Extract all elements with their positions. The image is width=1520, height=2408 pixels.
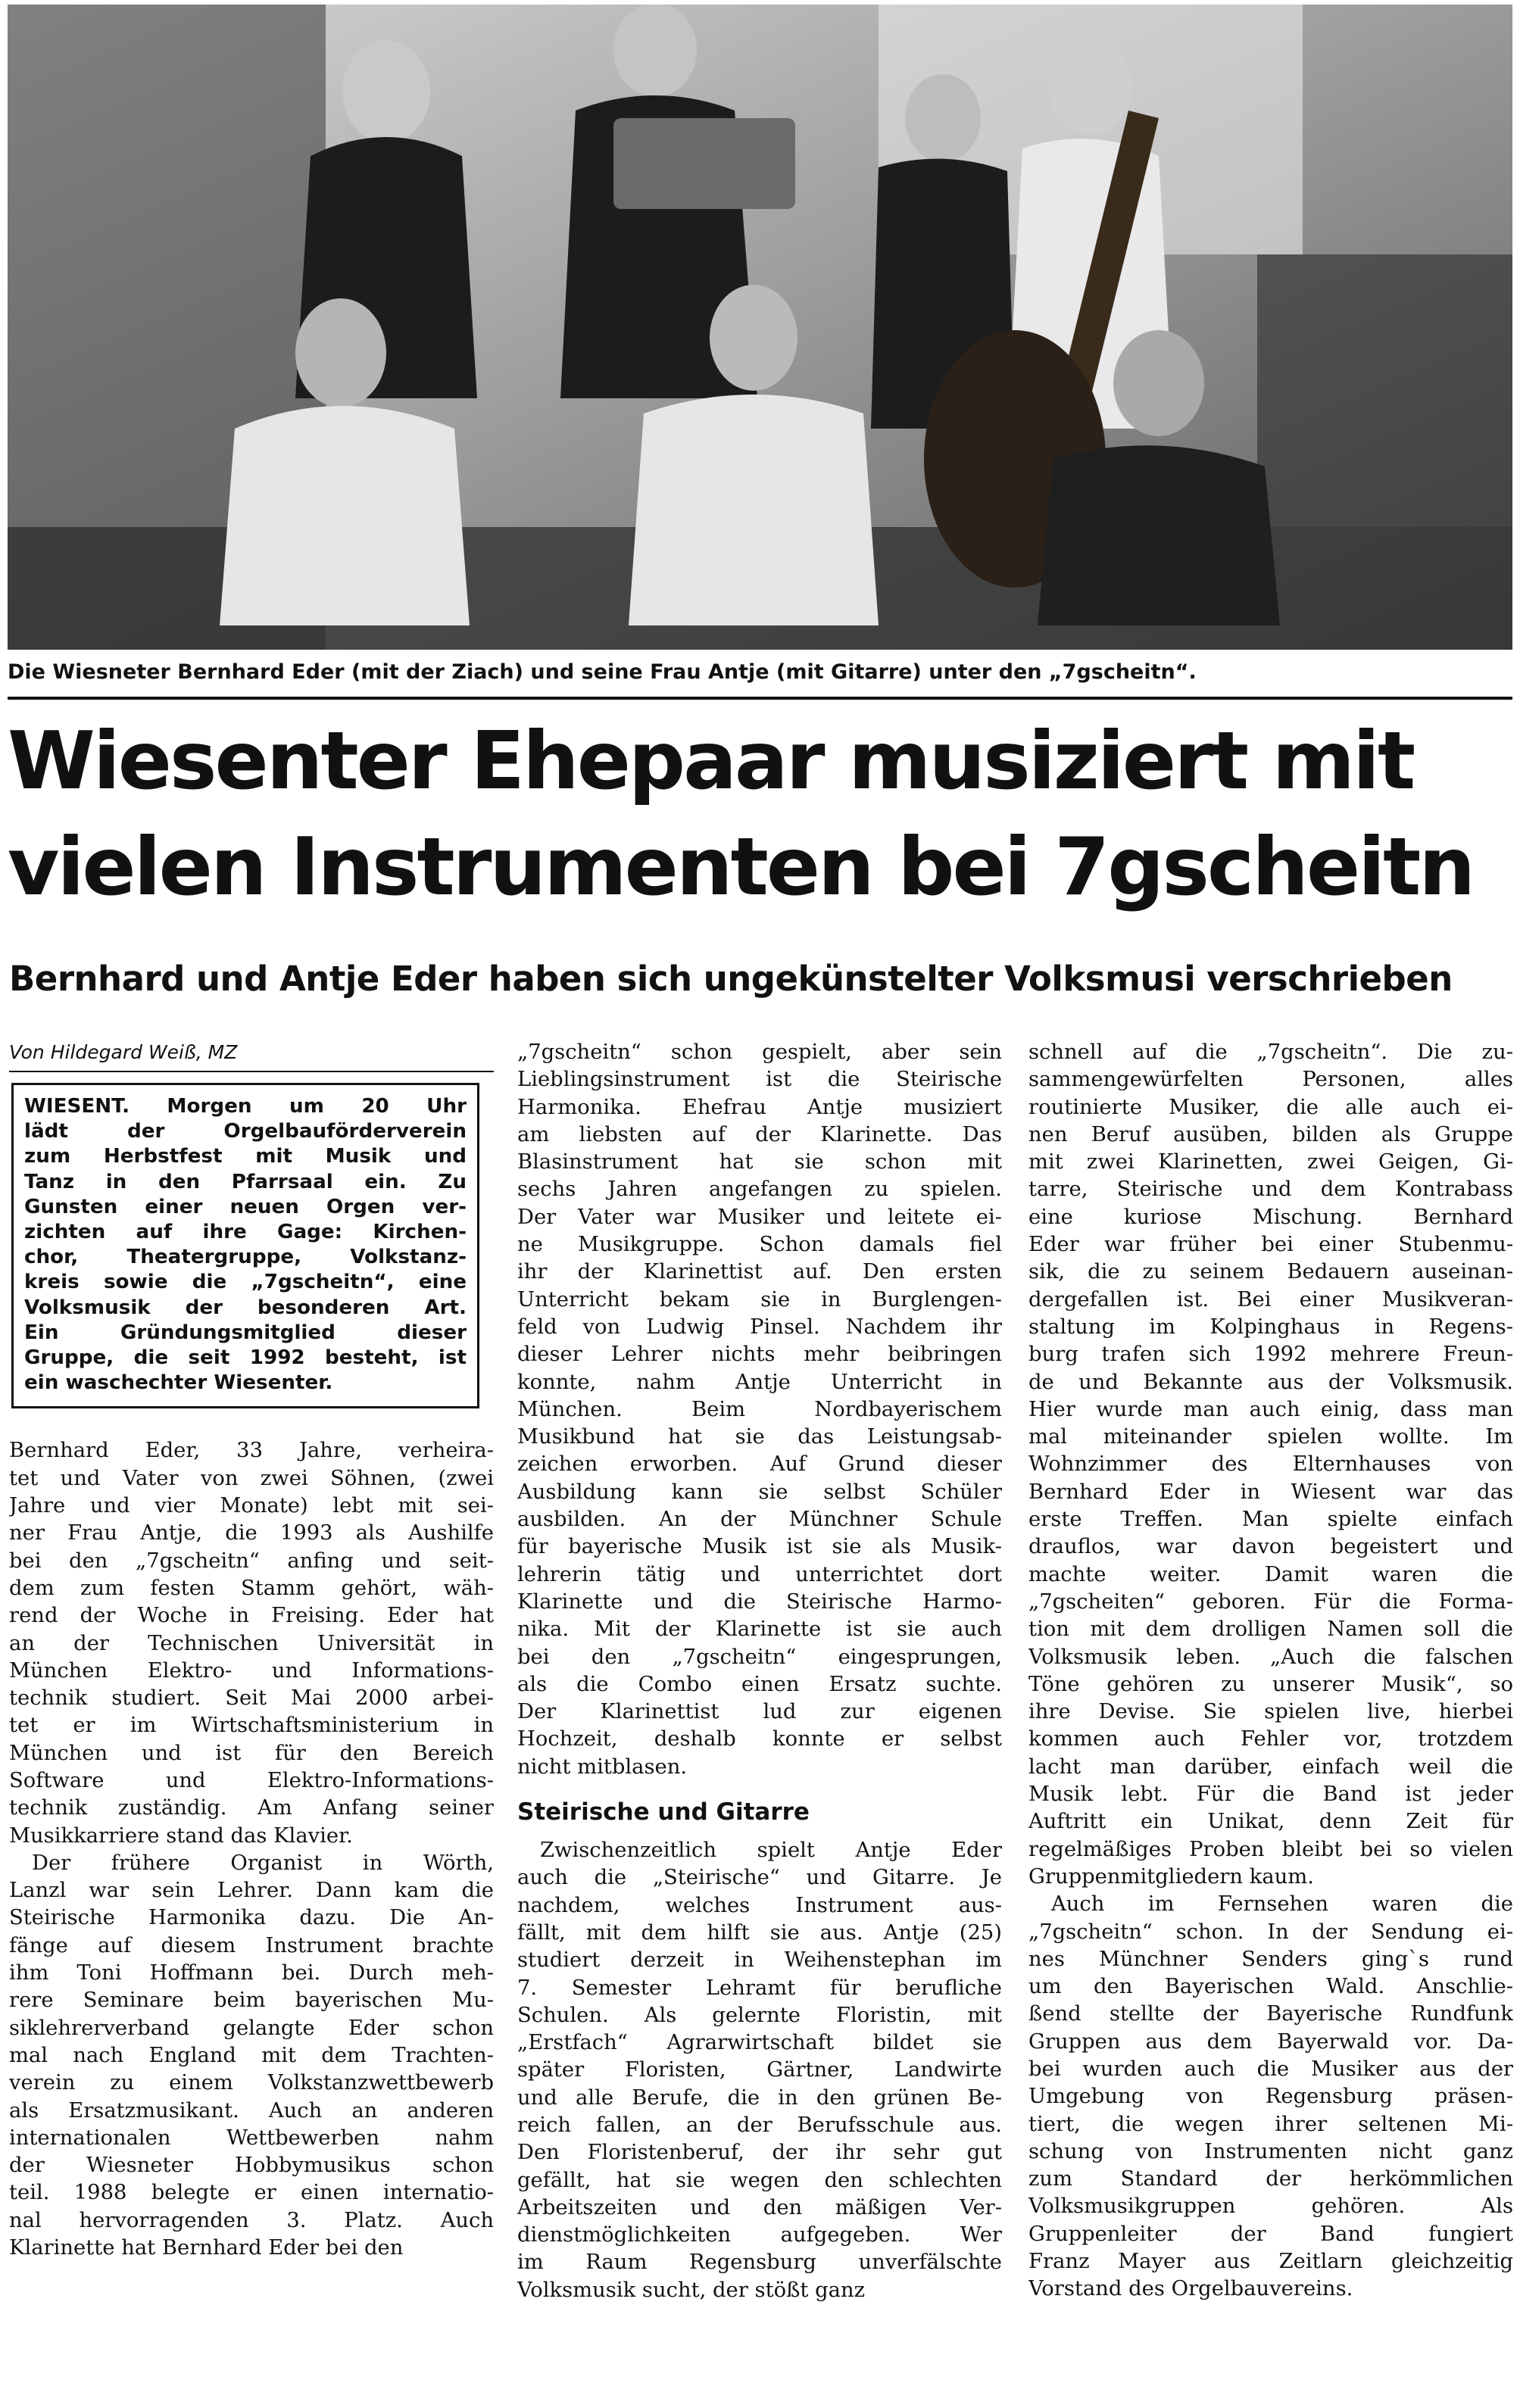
text-line: Gruppenmitgliedern kaum. bbox=[1028, 1864, 1314, 1889]
text-line: als Ersatzmusikant. Auch an anderen bbox=[9, 2098, 494, 2123]
text-line: „Erstfach“ Agrarwirtschaft bildet sie bbox=[517, 2031, 1002, 2055]
text-line: Zwischenzeitlich spielt Antje Eder bbox=[540, 1839, 1002, 1863]
text-line: mal miteinander spielen wollte. Im bbox=[1028, 1425, 1513, 1449]
column-2-body-continued bbox=[517, 1837, 1002, 2304]
text-line: sammengewürfelten Personen, alles bbox=[1028, 1068, 1513, 1092]
text-line: „7gscheitn“ schon. In der Sendung ei- bbox=[1028, 1920, 1513, 1944]
text-line: Musikkarriere stand das Klavier. bbox=[9, 1823, 353, 1848]
text-line: technik zuständig. Am Anfang seiner bbox=[9, 1796, 494, 1820]
headline-line-1: Wiesenter Ehepaar musiziert mit bbox=[8, 715, 1414, 807]
text-line: ihr der Klarinettist auf. Den ersten bbox=[517, 1260, 1002, 1284]
text-line: rend der Woche in Freising. Eder hat bbox=[9, 1604, 494, 1628]
text-line: Volksmusik der besonderen Art. bbox=[24, 1296, 467, 1319]
text-line: fänge auf diesem Instrument brachte bbox=[9, 1933, 494, 1957]
text-line: tet und Vater von zwei Söhnen, (zwei bbox=[9, 1466, 494, 1490]
text-line: siklehrerverband gelangte Eder schon bbox=[9, 2016, 494, 2040]
text-line: Bernhard Eder in Wiesent war das bbox=[1028, 1480, 1513, 1504]
text-line: dieser Lehrer nichts mehr beibringen bbox=[517, 1343, 1002, 1367]
text-line: als die Combo einen Ersatz suchte. bbox=[517, 1672, 1002, 1696]
text-line: regelmäßiges Proben bleibt bei so vielen bbox=[1028, 1837, 1513, 1861]
text-line: zum Herbstfest mit Musik und bbox=[24, 1145, 467, 1168]
text-line: tiert, die wegen ihrer seltenen Mi- bbox=[1028, 2112, 1513, 2136]
text-line: Auch im Fernsehen waren die bbox=[1051, 1892, 1513, 1917]
text-line: de und Bekannte aus der Volksmusik. bbox=[1028, 1370, 1513, 1394]
text-line: routinierte Musiker, die alle auch ei- bbox=[1028, 1095, 1513, 1119]
text-line: konnte, nahm Antje Unterricht in bbox=[517, 1370, 1002, 1394]
text-line: schung von Instrumenten nicht ganz bbox=[1028, 2139, 1513, 2163]
text-line: München und ist für den Bereich bbox=[9, 1741, 494, 1765]
text-line: mit zwei Klarinetten, zwei Geigen, Gi- bbox=[1028, 1150, 1513, 1174]
text-line: später Floristen, Gärtner, Landwirte bbox=[517, 2058, 1002, 2082]
text-line: im Raum Regensburg unverfälschte bbox=[517, 2250, 1002, 2275]
text-line: Töne gehören zu unserer Musik“, so bbox=[1028, 1672, 1513, 1696]
text-line: Gruppen aus dem Bayerwald vor. Da- bbox=[1028, 2029, 1513, 2054]
text-line: eine kuriose Mischung. Bernhard bbox=[1028, 1205, 1513, 1229]
text-line: „7gscheitn“ schon gespielt, aber sein bbox=[517, 1040, 1002, 1064]
column-2 bbox=[517, 1039, 1002, 2304]
text-line: Umgebung von Regensburg präsen- bbox=[1028, 2085, 1513, 2109]
text-line: Hochzeit, deshalb konnte er selbst bbox=[517, 1727, 1002, 1751]
headline bbox=[8, 708, 1515, 920]
text-line: nen Beruf ausüben, bilden als Gruppe bbox=[1028, 1122, 1513, 1146]
text-line: tet er im Wirtschaftsministerium in bbox=[9, 1714, 494, 1738]
text-line: reich fallen, an der Berufsschule aus. bbox=[517, 2113, 1002, 2137]
text-line: WIESENT. Morgen um 20 Uhr bbox=[24, 1095, 467, 1118]
text-line: nika. Mit der Klarinette ist sie auch bbox=[517, 1617, 1002, 1642]
text-line: burg trafen sich 1992 mehrere Freun- bbox=[1028, 1343, 1513, 1367]
text-line: lacht man darüber, einfach weil die bbox=[1028, 1755, 1513, 1779]
text-line: teil. 1988 belegte er einen internatio- bbox=[9, 2181, 494, 2205]
text-line: lädt der Orgelbauförderverein bbox=[24, 1120, 467, 1143]
text-line: ßend stellte der Bayerische Rundfunk bbox=[1028, 2002, 1513, 2026]
text-line: ne Musikgruppe. Schon damals fiel bbox=[517, 1233, 1002, 1257]
text-line: Vorstand des Orgelbauvereins. bbox=[1028, 2277, 1353, 2301]
text-line: Wohnzimmer des Elternhauses von bbox=[1028, 1452, 1513, 1477]
text-line: nes Münchner Senders ging`s rund bbox=[1028, 1947, 1513, 1971]
column-3 bbox=[1028, 1039, 1513, 2304]
text-line: Musikbund hat sie das Leistungsab- bbox=[517, 1425, 1002, 1449]
text-line: dem zum festen Stamm gehört, wäh- bbox=[9, 1576, 494, 1600]
text-line: ein waschechter Wiesenter. bbox=[24, 1371, 333, 1395]
text-line: Eder war früher bei einer Stubenmu- bbox=[1028, 1233, 1513, 1257]
text-line: der Wiesneter Hobbymusikus schon bbox=[9, 2154, 494, 2178]
text-line: für bayerische Musik ist sie als Musik- bbox=[517, 1535, 1002, 1559]
text-line: am liebsten auf der Klarinette. Das bbox=[517, 1122, 1002, 1146]
subheadline: Bernhard und Antje Eder haben sich ungekünstelter Volksmusi verschrieben bbox=[9, 959, 1453, 999]
text-line: bei den „7gscheitn“ anfing und seit- bbox=[9, 1549, 494, 1573]
text-line: sechs Jahren angefangen zu spielen. bbox=[517, 1177, 1002, 1202]
text-line: auch die „Steirische“ und Gitarre. Je bbox=[517, 1866, 1002, 1890]
text-line: staltung im Kolpinghaus in Regens- bbox=[1028, 1315, 1513, 1339]
text-line: München. Beim Nordbayerischem bbox=[517, 1397, 1002, 1421]
text-line: bei wurden auch die Musiker aus der bbox=[1028, 2057, 1513, 2081]
byline: Von Hildegard Weiß, MZ bbox=[9, 1039, 494, 1072]
text-line: an der Technischen Universität in bbox=[9, 1631, 494, 1655]
text-line: lehrerin tätig und unterrichtet dort bbox=[517, 1562, 1002, 1586]
text-line: Lieblingsinstrument ist die Steirische bbox=[517, 1068, 1002, 1092]
text-line: verein zu einem Volkstanzwettbewerb bbox=[9, 2071, 494, 2095]
text-line: Volksmusik leben. „Auch die falschen bbox=[1028, 1645, 1513, 1669]
column-3-body bbox=[1028, 1039, 1513, 2304]
text-line: gefällt, hat sie wegen den schlechten bbox=[517, 2168, 1002, 2192]
text-line: dergefallen ist. Bei einer Musikveran- bbox=[1028, 1287, 1513, 1312]
text-line: Ausbildung kann sie selbst Schüler bbox=[517, 1480, 1002, 1504]
text-line: drauflos, war davon begeistert und bbox=[1028, 1535, 1513, 1559]
text-line: technik studiert. Seit Mai 2000 arbei- bbox=[9, 1686, 494, 1711]
text-line: bei den „7gscheitn“ eingesprungen, bbox=[517, 1645, 1002, 1669]
text-line: zeichen erworben. Auf Grund dieser bbox=[517, 1452, 1002, 1477]
text-line: Volksmusikgruppen gehören. Als bbox=[1028, 2194, 1513, 2219]
text-line: machte weiter. Damit waren die bbox=[1028, 1562, 1513, 1586]
text-line: Unterricht bekam sie in Burglengen- bbox=[517, 1287, 1002, 1312]
text-line: Gunsten einer neuen Orgen ver- bbox=[24, 1195, 467, 1218]
text-line: studiert derzeit in Weihenstephan im bbox=[517, 1948, 1002, 1973]
text-line: Ein Gründungsmitglied dieser bbox=[24, 1321, 467, 1344]
text-line: Harmonika. Ehefrau Antje musiziert bbox=[517, 1095, 1002, 1119]
text-line: Klarinette und die Steirische Harmo- bbox=[517, 1589, 1002, 1614]
text-line: dienstmöglichkeiten aufgegeben. Wer bbox=[517, 2223, 1002, 2247]
photo-image bbox=[8, 5, 1512, 650]
text-line: 7. Semester Lehramt für berufliche bbox=[517, 1976, 1002, 2000]
text-line: kommen auch Fehler vor, trotzdem bbox=[1028, 1727, 1513, 1751]
column-1-body bbox=[9, 1437, 494, 2262]
text-line: Software und Elektro-Informations- bbox=[9, 1769, 494, 1792]
text-line: fällt, mit dem hilft sie aus. Antje (25) bbox=[517, 1920, 1002, 1945]
text-line: zum Standard der herkömmlichen bbox=[1028, 2167, 1513, 2191]
text-line: schnell auf die „7gscheitn“. Die zu- bbox=[1028, 1040, 1513, 1064]
text-line: tarre, Steirische und dem Kontrabass bbox=[1028, 1177, 1513, 1202]
text-line: Musik lebt. Für die Band ist jeder bbox=[1028, 1783, 1513, 1807]
text-line: nachdem, welches Instrument aus- bbox=[517, 1893, 1002, 1917]
text-line: Blasinstrument hat sie schon mit bbox=[517, 1150, 1002, 1174]
text-line: ner Frau Antje, die 1993 als Aushilfe bbox=[9, 1521, 494, 1546]
caption-rule bbox=[8, 697, 1512, 700]
text-line: chor, Theatergruppe, Volkstanz- bbox=[24, 1246, 467, 1269]
column-2-body bbox=[517, 1039, 1002, 1781]
group-photo bbox=[8, 5, 1512, 650]
text-line: zichten auf ihre Gage: Kirchen- bbox=[24, 1221, 467, 1244]
text-line: Arbeitszeiten und den mäßigen Ver- bbox=[517, 2195, 1002, 2219]
text-line: Steirische Harmonika dazu. Die An- bbox=[9, 1906, 494, 1930]
text-line: Auftritt ein Unikat, denn Zeit für bbox=[1028, 1810, 1513, 1834]
photo-caption: Die Wiesneter Bernhard Eder (mit der Ziach) und seine Frau Antje (mit Gitarre) unter den „7gscheitn“. bbox=[8, 660, 1197, 684]
text-line: nicht mitblasen. bbox=[517, 1755, 688, 1779]
text-line: Der frühere Organist in Wörth, bbox=[32, 1851, 494, 1875]
text-line: ihre Devise. Sie spielen live, hierbei bbox=[1028, 1700, 1513, 1724]
text-line: ihm Toni Hoffmann bei. Durch meh- bbox=[9, 1961, 494, 1985]
text-line: rere Seminare beim bayerischen Mu- bbox=[9, 1988, 494, 2013]
text-line: nal hervorragenden 3. Platz. Auch bbox=[9, 2208, 494, 2232]
text-line: Volksmusik sucht, der stößt ganz bbox=[517, 2278, 866, 2302]
text-line: tion mit dem drolligen Namen soll die bbox=[1028, 1617, 1513, 1642]
text-line: mal nach England mit dem Trachten- bbox=[9, 2043, 494, 2067]
text-line: sik, die zu seinem Bedauern auseinan- bbox=[1028, 1260, 1513, 1284]
text-line: Hier wurde man auch einig, dass man bbox=[1028, 1397, 1513, 1421]
text-line: ausbilden. An der Münchner Schule bbox=[517, 1508, 1002, 1532]
text-line: internationalen Wettbewerben nahm bbox=[9, 2126, 494, 2150]
text-line: Bernhard Eder, 33 Jahre, verheira- bbox=[9, 1439, 494, 1463]
text-line: „7gscheiten“ geboren. Für die Forma- bbox=[1028, 1589, 1513, 1614]
text-line: Den Floristenberuf, der ihr sehr gut bbox=[517, 2141, 1002, 2165]
headline-line-2: vielen Instrumenten bei 7gscheitn bbox=[8, 821, 1474, 913]
section-subheading: Steirische und Gitarre bbox=[517, 1798, 810, 1826]
text-line: Jahre und vier Monate) lebt mit sei- bbox=[9, 1494, 494, 1518]
text-line: feld von Ludwig Pinsel. Nachdem ihr bbox=[517, 1315, 1002, 1339]
text-line: und alle Berufe, die in den grünen Be- bbox=[517, 2085, 1002, 2110]
text-line: Lanzl war sein Lehrer. Dann kam die bbox=[9, 1879, 494, 1903]
text-line: erste Treffen. Man spielte einfach bbox=[1028, 1508, 1513, 1532]
text-line: Schulen. Als gelernte Floristin, mit bbox=[517, 2003, 1002, 2027]
text-line: Tanz in den Pfarrsaal ein. Zu bbox=[24, 1170, 467, 1193]
text-line: Gruppenleiter der Band fungiert bbox=[1028, 2222, 1513, 2246]
text-line: Gruppe, die seit 1992 besteht, ist bbox=[24, 1346, 467, 1370]
text-line: kreis sowie die „7gscheitn“, eine bbox=[24, 1271, 467, 1294]
lead-paragraph bbox=[11, 1083, 479, 1408]
text-line: München Elektro- und Informations- bbox=[9, 1658, 494, 1683]
column-1 bbox=[9, 1039, 494, 2262]
text-line: um den Bayerischen Wald. Anschlie- bbox=[1028, 1975, 1513, 1999]
text-line: Franz Mayer aus Zeitlarn gleichzeitig bbox=[1028, 2250, 1513, 2274]
text-line: Der Klarinettist lud zur eigenen bbox=[517, 1700, 1002, 1724]
text-line: Der Vater war Musiker und leitete ei- bbox=[517, 1205, 1002, 1229]
text-line: Klarinette hat Bernhard Eder bei den bbox=[9, 2236, 404, 2260]
